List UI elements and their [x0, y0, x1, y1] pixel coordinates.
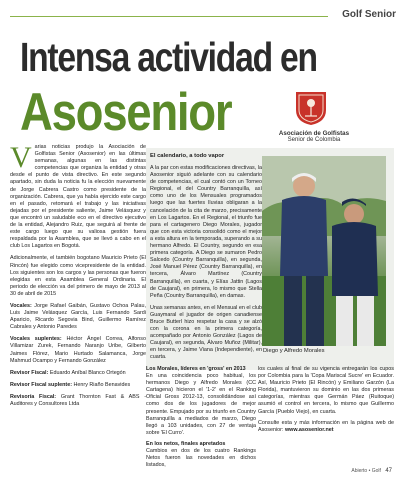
box-title: El calendario, a todo vapor [150, 153, 225, 159]
box-paragraph-2: Unas semanas antes, en el Mensual en el club Guaymaral el jugador de origen canadiense Bruce Butterl hizo respetar la casa y se alzó con la corona en la primera categoría, acompañado por Antonio González (Lagos de Caujaral), en segunda, Álvaro Muñoz (Militar), en tercera, y Jaime Viana (Independiente), en cuarta. [150, 304, 262, 361]
credit-revisoria [10, 394, 146, 408]
drop-cap: V [10, 141, 32, 174]
footer-brand: Abierto • Golf [351, 468, 381, 474]
credit-label: Revisoría Fiscal: [10, 393, 57, 400]
credit-revisor-fiscal [10, 370, 146, 377]
article-column-2 [146, 366, 256, 473]
top-bar [0, 0, 402, 30]
asosenior-logo-icon [294, 90, 328, 126]
credit-label: Revisor Fiscal: [10, 369, 49, 376]
subhead-gross: Los Morales, líderes en 'gross' en 2013 [146, 366, 246, 372]
logo-caption [244, 130, 384, 144]
netos-paragraph: Cambios en dos de los cuatro Rankings Netos fueron las novedades en dichos listados, [146, 448, 256, 469]
credit-text: Héctor Ángel Correa, Alfonso Villamizar Zurek, Fernando Naranjo Uribe, Gilberto Jaimes Flórez, Mario Hurtado Salamanca, Jorge Mahmud Ocampo y Fernando González [10, 336, 146, 364]
credit-label: Vocales: [10, 302, 32, 309]
box-paragraph-1: A la par con estas modificaciones directivas, la Asosenior siguió adelante con su calendario de competencias, el cual contó con un Torneo Regional, el del Country Barranquilla, así como uno de los Mensuales programados luego que las fuertes lluvias obligaran a la cancelación de la cita de marzo, precisamente en Los Lagartos. En el Regional, el triunfo fue para el cartagenero Diego Morales, jugador que con esta victoria consolidó como el mejor a esta altura en la temporada, superando a su hermano Alfredo. El Country, segundo en esa primera categoría. A Diego se sumaron Pedro Salcedo (Country Barranquilla), en segunda, José Manuel Pérez (Country Barranquilla), en tercera, Álvaro Martínez (Country Barranquilla), en cuarta, y Elías Jattin (Lagos de Caujaral), en primera, lo mismo que Stella Peña (Country Barranquilla), en damas. [150, 165, 262, 299]
article-column-3 [258, 366, 394, 438]
golfers-photo [262, 156, 386, 346]
website-paragraph [258, 420, 394, 434]
headline-line-2: Asosenior [20, 83, 232, 142]
credit-vocales [10, 303, 146, 331]
photo-caption: Diego y Alfredo Morales [263, 348, 325, 354]
credit-vocales-suplentes [10, 336, 146, 364]
page-number: 47 [385, 468, 392, 474]
rankings-paragraph: los cuales al final de su vigencia entregarán los cupos por Colombia para la 'Copa Mariscal Sucre' en Ecuador. Así, Mauricio Prieto (El Rincón) y Emiliano Garzón (La Florida), mantuvieron su dominio en las dos primeras categorías, mientras que Germán Páez (Ruitoque) asumió el control en tercera, lo mismo que Guillermo García (Pueblo Viejo), en cuarta. [258, 366, 394, 415]
golfers-illustration [262, 156, 386, 346]
election-paragraph: Adicionalmente, el también bogotano Mauricio Prieto (El Rincón) fue elegido como vicepresidente de la entidad. Los siguientes son los cargos y las personas que fueron elegidas en esta Asamblea General Ordinaria. El periodo de elección va del primero de mayo de 2013 al 30 de abril de 2015 [10, 255, 146, 297]
credit-text: Henry Riaño Benavides [73, 381, 131, 388]
intro-text: arias noticias produjo la Asociación de Golfistas Senior (Asosenior) en las últimas semanas, algunas en las distintas competencias que organiza la entidad y otras desde el punto de vista directivo. En este segundo apartado, sin duda la noticia fu la elección nuevamente de Jorge Cabrera Castro como presidente de la organización. Cabrera, que ya había ejercido este cargo en el pasado, retomará el trabajo y las iniciativas dejadas por el presidente saliente, Jaime Velásquez y que encontró un saludable eco en el directivo ejecutivo de la entidad, Alejandro Ruiz, que seguirá al frente de este cargo luego que su valiosa gestión fuera respaldada por la Asamblea, que se llevó a cabo en el club Los Lagartos en Bogotá. [10, 144, 146, 250]
header-rule [10, 16, 328, 17]
credit-text: Eduardo Aníbal Blanco Ortegón [49, 369, 126, 376]
website-link[interactable]: www.asosenior.net [284, 426, 334, 433]
website-text: Consulte esta y más información en la página web de Asosenior: [258, 419, 394, 433]
credit-label: Vocales suplentes: [10, 336, 62, 343]
intro-paragraph [10, 141, 146, 250]
credit-label: Revisor Fiscal suplente: [10, 381, 73, 388]
gross-paragraph: En una coincidencia poco habitual, los hermanos Diego y Alfredo Morales (CC Cartagena) hicieron el '1-2' en el Ranking Oficial Gross 2012-13, consolidándose así como dos de los jugadores de mejor presente. Empujado por su triunfo en Country Barranquilla a mediados de marzo, Diego llegó a 103 unidades, con 27 de ventaja sobre 'El Curro'. [146, 373, 256, 436]
credit-text: Jorge Rafael Gaibán, Gustavo Ochoa Palau, Luis Jaime Velásquez García, Luis Fernando Sardi Aparicio, Ricardo Segovia Bind, Guillermo Ramírez Cabrales y Antonio Paredes [10, 302, 147, 331]
article-column-1 [10, 141, 147, 413]
logo-caption-line-1: Asociación de Golfistas [278, 130, 350, 137]
headline-line-1: Intensa actividad en [20, 34, 317, 80]
credit-revisor-suplente [10, 382, 146, 389]
box-text [150, 165, 262, 367]
page-footer [351, 468, 392, 474]
subhead-netos: En los netos, finales apretados [146, 440, 226, 447]
credit-text: Grant Thornton Fast & ABS - Auditores y Consultores Ltda [10, 393, 146, 407]
section-label: Golf Senior [342, 9, 396, 20]
logo-caption-line-2: Senior de Colombia [287, 137, 341, 143]
